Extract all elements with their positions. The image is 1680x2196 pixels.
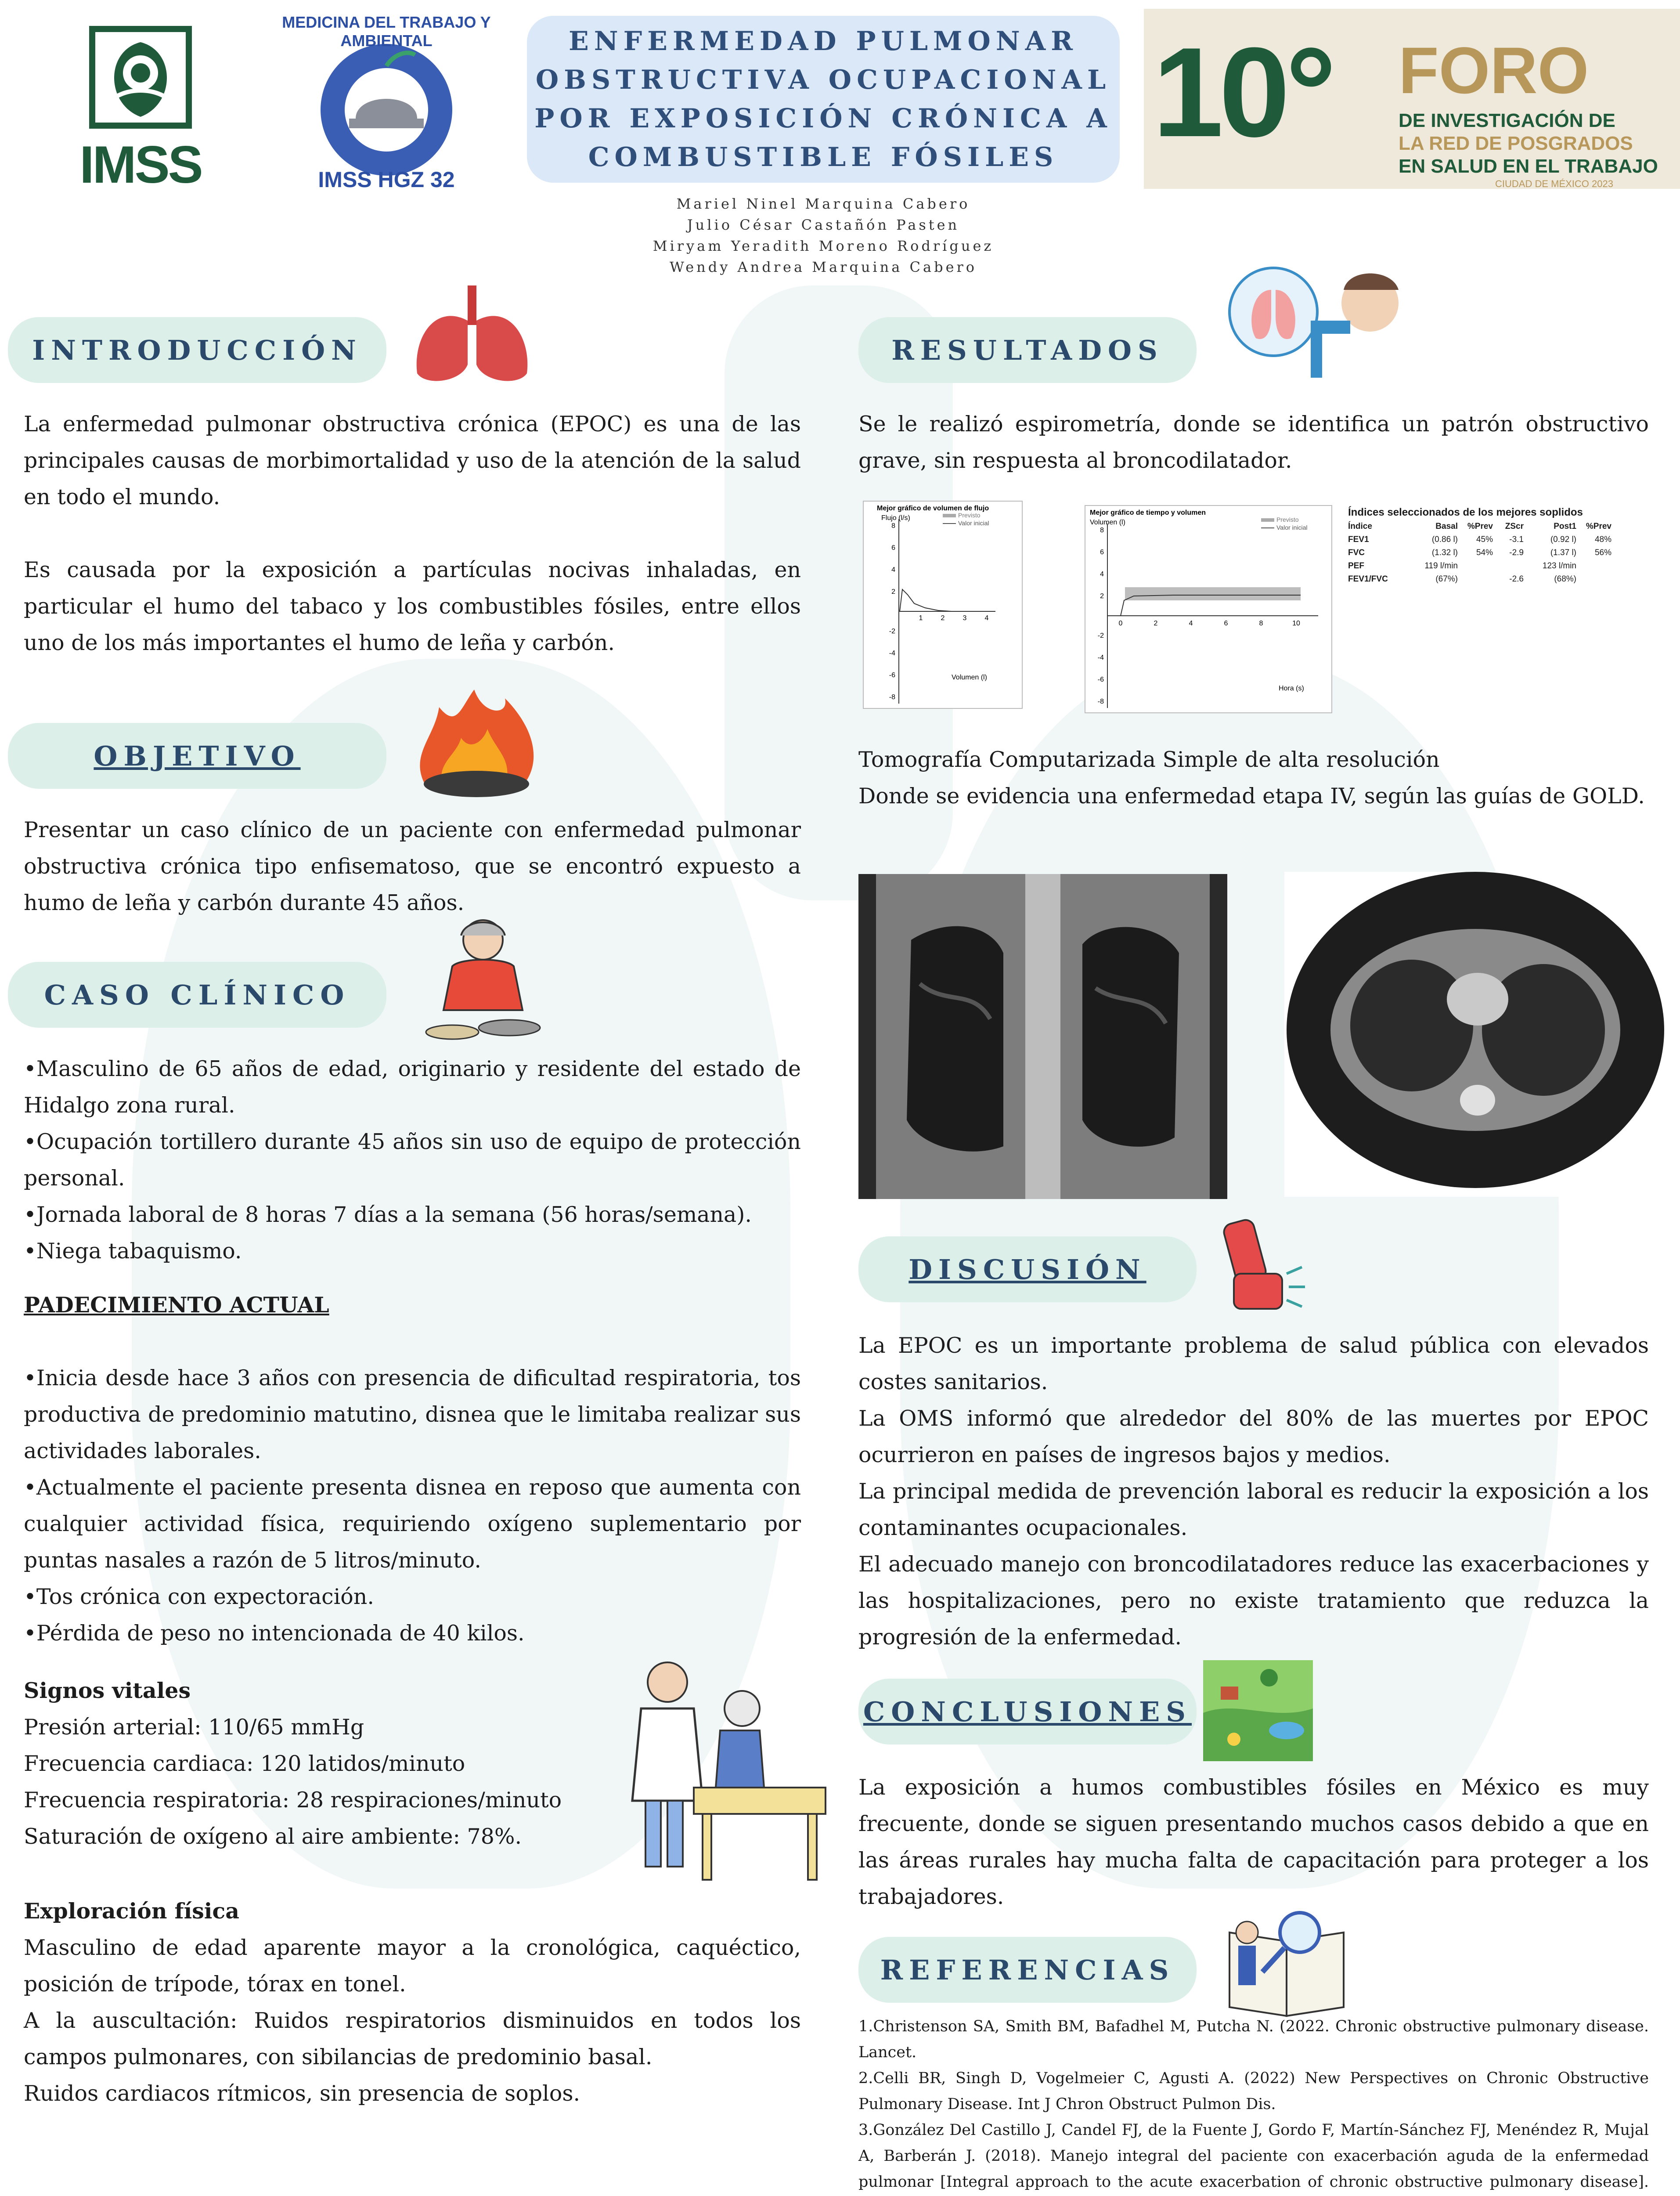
conclusiones-body bbox=[858, 1769, 1649, 1915]
x-tick: 4 bbox=[1189, 620, 1193, 627]
reference-item: 3.González Del Castillo J, Candel FJ, de la Fuente J, Gordo F, Martín-Sánchez FJ, Menéndez R, Mujal A, Barberán J. (2018). Manejo integral del paciente con exacerbación aguda de la enfermedad pulmonar [Integral approach to the acute exacerbation of chronic obstructive pulmonary disease]. bbox=[858, 2121, 1649, 2191]
y-tick: 6 bbox=[1100, 549, 1104, 556]
bullet: •Niega tabaquismo. bbox=[24, 1239, 242, 1264]
foro-number: 10° bbox=[1153, 21, 1332, 163]
discusion-body bbox=[858, 1327, 1649, 1655]
vital-sign: Presión arterial: 110/65 mmHg bbox=[24, 1715, 364, 1740]
section-title: CASO CLÍNICO bbox=[44, 979, 350, 1011]
author: Julio César Castañón Pasten bbox=[687, 217, 960, 233]
ct-coronal-image bbox=[858, 874, 1227, 1199]
signos-heading: Signos vitales bbox=[24, 1678, 191, 1703]
vital-sign: Frecuencia respiratoria: 28 respiraciones/minuto bbox=[24, 1788, 562, 1813]
table-cell: PEF bbox=[1348, 561, 1364, 571]
legend-entry: Previsto bbox=[1276, 516, 1299, 523]
paragraph: La principal medida de prevención laboral es reducir la exposición a los contaminantes ocupacionales. bbox=[858, 1479, 1649, 1540]
title-line: ENFERMEDAD PULMONAR bbox=[569, 26, 1078, 57]
x-tick: 4 bbox=[984, 614, 989, 622]
x-tick: 1 bbox=[919, 614, 923, 622]
section-header-introduccion bbox=[8, 317, 386, 383]
y-tick: -2 bbox=[889, 628, 895, 635]
y-tick: -6 bbox=[1097, 676, 1104, 683]
imss-hgz-text: IMSS HGZ 32 bbox=[318, 167, 455, 192]
x-axis-label: Volumen (l) bbox=[952, 674, 987, 681]
y-tick: 8 bbox=[891, 522, 895, 530]
paragraph: Es causada por la exposición a partículas nocivas inhaladas, en particular el humo del tabaco y los combustibles fósiles, entre ellos uno de los más importantes el humo de leña y carbón. bbox=[24, 557, 801, 655]
bullet: •Masculino de 65 años de edad, originario y residente del estado de Hidalgo zona rural. bbox=[24, 1056, 801, 1118]
foro-word: FORO bbox=[1399, 33, 1589, 107]
vital-sign: Saturación de oxígeno al aire ambiente: 78%. bbox=[24, 1824, 522, 1849]
section-header-discusion bbox=[858, 1236, 1197, 1302]
author: Miryam Yeradith Moreno Rodríguez bbox=[653, 238, 994, 254]
vital-sign: Frecuencia cardiaca: 120 latidos/minuto bbox=[24, 1751, 465, 1776]
table-cell: 119 l/min bbox=[1424, 561, 1458, 571]
inhaler-icon bbox=[1203, 1217, 1309, 1322]
tomografia-text bbox=[858, 741, 1649, 814]
foro-banner bbox=[1144, 9, 1680, 189]
y-tick: 2 bbox=[891, 588, 895, 596]
x-tick: 0 bbox=[1118, 620, 1123, 627]
table-cell: FVC bbox=[1348, 548, 1365, 557]
title-line: OBSTRUCTIVA OCUPACIONAL bbox=[535, 65, 1111, 95]
title-line: COMBUSTIBLE FÓSILES bbox=[588, 142, 1059, 173]
flow-volume-chart bbox=[863, 501, 1023, 709]
section-header-resultados bbox=[858, 317, 1197, 383]
foro-line1: DE INVESTIGACIÓN DE bbox=[1399, 110, 1615, 131]
x-tick: 3 bbox=[963, 614, 967, 622]
y-tick: -8 bbox=[889, 693, 895, 701]
y-tick: 2 bbox=[1100, 592, 1104, 600]
paragraph: Ruidos cardiacos rítmicos, sin presencia de soplos. bbox=[24, 2081, 580, 2106]
bullet: •Ocupación tortillero durante 45 años sin uso de equipo de protección personal. bbox=[24, 1129, 801, 1191]
table-cell: 54% bbox=[1476, 548, 1493, 557]
author: Wendy Andrea Marquina Cabero bbox=[669, 259, 977, 275]
imss-logo-text: IMSS bbox=[79, 135, 202, 194]
table-header: %Prev bbox=[1586, 522, 1612, 531]
predicted-band bbox=[1125, 587, 1301, 600]
x-axis-label: Hora (s) bbox=[1279, 685, 1304, 692]
references-list bbox=[858, 2014, 1649, 2196]
table-cell bbox=[1458, 573, 1493, 586]
paragraph: Presentar un caso clínico de un paciente con enfermedad pulmonar obstructiva crónica tipo enfisematoso, que se encontró expuesto a humo de leña y carbón durante 45 años. bbox=[24, 817, 801, 915]
y-tick: 8 bbox=[1100, 527, 1104, 534]
table-cell: (68%) bbox=[1554, 574, 1576, 584]
bullet: •Pérdida de peso no intencionada de 40 kilos. bbox=[24, 1621, 525, 1646]
section-title: REFERENCIAS bbox=[880, 1954, 1175, 1986]
table-cell bbox=[1493, 560, 1524, 573]
paragraph: Tomografía Computarizada Simple de alta resolución bbox=[858, 747, 1440, 772]
y-tick: -4 bbox=[1097, 654, 1104, 661]
section-title: DISCUSIÓN bbox=[908, 1253, 1146, 1286]
paragraph: La exposición a humos combustibles fósiles en México es muy frecuente, donde se siguen presentando muchos casos debido a que en las áreas rurales hay mucha falta de capacitación para proteger a los trabajadores. bbox=[858, 1775, 1649, 1909]
tortilla-maker-icon bbox=[413, 914, 553, 1045]
y-tick: -8 bbox=[1097, 698, 1104, 705]
chart-title: Mejor gráfico de tiempo y volumen bbox=[1090, 509, 1206, 516]
reference-item: 1.Christenson SA, Smith BM, Bafadhel M, Putcha N. (2022. Chronic obstructive pulmonary disease. Lancet. bbox=[858, 2018, 1649, 2061]
legend-entry: Valor inicial bbox=[958, 520, 989, 527]
x-tick: 2 bbox=[1154, 620, 1158, 627]
table-header: Índice bbox=[1348, 522, 1372, 531]
legend-entry: Previsto bbox=[958, 512, 981, 519]
author: Mariel Ninel Marquina Cabero bbox=[676, 195, 970, 212]
resultados-body bbox=[858, 406, 1649, 479]
section-title: RESULTADOS bbox=[891, 334, 1164, 366]
section-title: CONCLUSIONES bbox=[863, 1695, 1192, 1728]
table-header: %Prev bbox=[1467, 522, 1493, 531]
paragraph: La EPOC es un importante problema de salud pública con elevados costes sanitarios. bbox=[858, 1333, 1649, 1394]
foro-line2: LA RED DE POSGRADOS bbox=[1399, 133, 1633, 154]
medicina-trabajo-text: MEDICINA DEL TRABAJO Y AMBIENTAL bbox=[282, 13, 491, 50]
rural-landscape-icon bbox=[1203, 1660, 1313, 1761]
fire-icon bbox=[408, 690, 544, 799]
x-tick: 8 bbox=[1259, 620, 1263, 627]
ct-axial-image bbox=[1284, 872, 1666, 1197]
table-cell bbox=[1458, 560, 1493, 573]
lungs-icon bbox=[408, 285, 536, 386]
doctor-patient-icon bbox=[615, 1656, 834, 1893]
y-tick: -2 bbox=[1097, 632, 1104, 639]
table-cell: (0.86 l) bbox=[1431, 535, 1458, 544]
y-tick: 6 bbox=[891, 544, 895, 552]
table-header: Basal bbox=[1435, 522, 1458, 531]
y-axis-label: Flujo (l/s) bbox=[881, 514, 910, 522]
spirometry-icon bbox=[1225, 264, 1405, 391]
y-axis-label: Volumen (l) bbox=[1090, 519, 1125, 526]
table-cell: 123 l/min bbox=[1542, 561, 1576, 571]
flow-curve bbox=[900, 589, 952, 611]
paragraph: El adecuado manejo con broncodilatadores reduce las exacerbaciones y las hospitalizaciones, pero no existe tratamiento que reduzca la progresión de la enfermedad. bbox=[858, 1552, 1649, 1650]
paragraph: A la auscultación: Ruidos respiratorios disminuidos en todos los campos pulmonares, con sibilancias de predominio basal. bbox=[24, 2008, 801, 2070]
section-header-objetivo bbox=[8, 723, 386, 789]
reference-item: 2.Celli BR, Singh D, Vogelmeier C, Agusti A. (2022) New Perspectives on Chronic Obstructive Pulmonary Disease. Int J Chron Obstruct Pulmon Dis. bbox=[858, 2070, 1649, 2113]
exploracion-fisica bbox=[24, 1893, 801, 2112]
signos-vitales bbox=[24, 1672, 638, 1855]
legend-entry: Valor inicial bbox=[1276, 524, 1308, 531]
poster-title bbox=[527, 16, 1120, 183]
y-tick: 4 bbox=[1100, 571, 1104, 578]
padecimiento-heading: PADECIMIENTO ACTUAL bbox=[24, 1292, 329, 1318]
caso-body bbox=[24, 1051, 801, 1651]
paragraph: Donde se evidencia una enfermedad etapa IV, según las guías de GOLD. bbox=[858, 784, 1645, 809]
y-tick: -4 bbox=[889, 650, 895, 657]
y-tick: -6 bbox=[889, 672, 895, 679]
medicina-trabajo-logo bbox=[268, 9, 505, 202]
table-title: Índices seleccionados de los mejores soplidos bbox=[1348, 506, 1583, 518]
table-cell: FEV1/FVC bbox=[1348, 574, 1388, 584]
volume-time-chart bbox=[1085, 505, 1332, 713]
bullet: •Actualmente el paciente presenta disnea en reposo que aumenta con cualquier actividad física, requiriendo oxígeno suplementario por puntas nasales a razón de 5 litros/minuto. bbox=[24, 1475, 801, 1573]
title-line: POR EXPOSICIÓN CRÓNICA A bbox=[534, 103, 1112, 134]
x-tick: 10 bbox=[1292, 620, 1300, 627]
table-cell: (1.37 l) bbox=[1550, 548, 1576, 557]
book-magnifier-icon bbox=[1221, 1906, 1352, 2020]
objetivo-body bbox=[24, 812, 801, 921]
table-cell: FEV1 bbox=[1348, 535, 1369, 544]
table-cell bbox=[1576, 560, 1612, 573]
y-tick: 4 bbox=[891, 566, 895, 574]
section-header-referencias bbox=[858, 1937, 1197, 2003]
paragraph: La enfermedad pulmonar obstructiva crónica (EPOC) es una de las principales causas de morbimortalidad y uso de la atención de la salud en todo el mundo. bbox=[24, 412, 801, 509]
bullet: •Tos crónica con expectoración. bbox=[24, 1584, 374, 1609]
introduccion-body bbox=[24, 406, 801, 661]
table-header: ZScr bbox=[1505, 522, 1524, 531]
x-tick: 6 bbox=[1224, 620, 1228, 627]
table-cell: -3.1 bbox=[1509, 535, 1524, 544]
section-title: INTRODUCCIÓN bbox=[32, 334, 362, 366]
section-header-conclusiones bbox=[858, 1679, 1197, 1745]
table-cell: 48% bbox=[1594, 535, 1612, 544]
exploracion-heading: Exploración física bbox=[24, 1898, 239, 1924]
foro-line3: EN SALUD EN EL TRABAJO bbox=[1399, 155, 1658, 177]
spirometry-indices-table bbox=[1348, 505, 1629, 606]
table-cell: -2.9 bbox=[1509, 548, 1524, 557]
table-cell: (67%) bbox=[1435, 574, 1458, 584]
imss-logo bbox=[66, 16, 215, 194]
foro-line4: CIUDAD DE MÉXICO 2023 bbox=[1495, 178, 1613, 189]
table-cell: 56% bbox=[1594, 548, 1612, 557]
chart-title: Mejor gráfico de volumen de flujo bbox=[877, 505, 989, 512]
paragraph: Se le realizó espirometría, donde se identifica un patrón obstructivo grave, sin respuesta al broncodilatador. bbox=[858, 412, 1649, 473]
table-cell: 45% bbox=[1476, 535, 1493, 544]
x-tick: 2 bbox=[941, 614, 945, 622]
paragraph: La OMS informó que alrededor del 80% de las muertes por EPOC ocurrieron en países de ingresos bajos y medios. bbox=[858, 1406, 1649, 1467]
section-title: OBJETIVO bbox=[94, 740, 301, 772]
table-cell: (0.92 l) bbox=[1550, 535, 1576, 544]
table-cell: -2.6 bbox=[1509, 574, 1524, 584]
bullet: •Jornada laboral de 8 horas 7 días a la semana (56 horas/semana). bbox=[24, 1202, 752, 1227]
table-cell: (1.32 l) bbox=[1431, 548, 1458, 557]
table-cell bbox=[1576, 573, 1612, 586]
author-list bbox=[527, 193, 1120, 278]
table-header: Post1 bbox=[1554, 522, 1576, 531]
section-header-caso-clinico bbox=[8, 962, 386, 1028]
paragraph: Masculino de edad aparente mayor a la cronológica, caquéctico, posición de trípode, tórax en tonel. bbox=[24, 1935, 801, 1997]
bullet: •Inicia desde hace 3 años con presencia de dificultad respiratoria, tos productiva de predominio matutino, disnea que le limitaba realizar sus actividades laborales. bbox=[24, 1365, 801, 1463]
